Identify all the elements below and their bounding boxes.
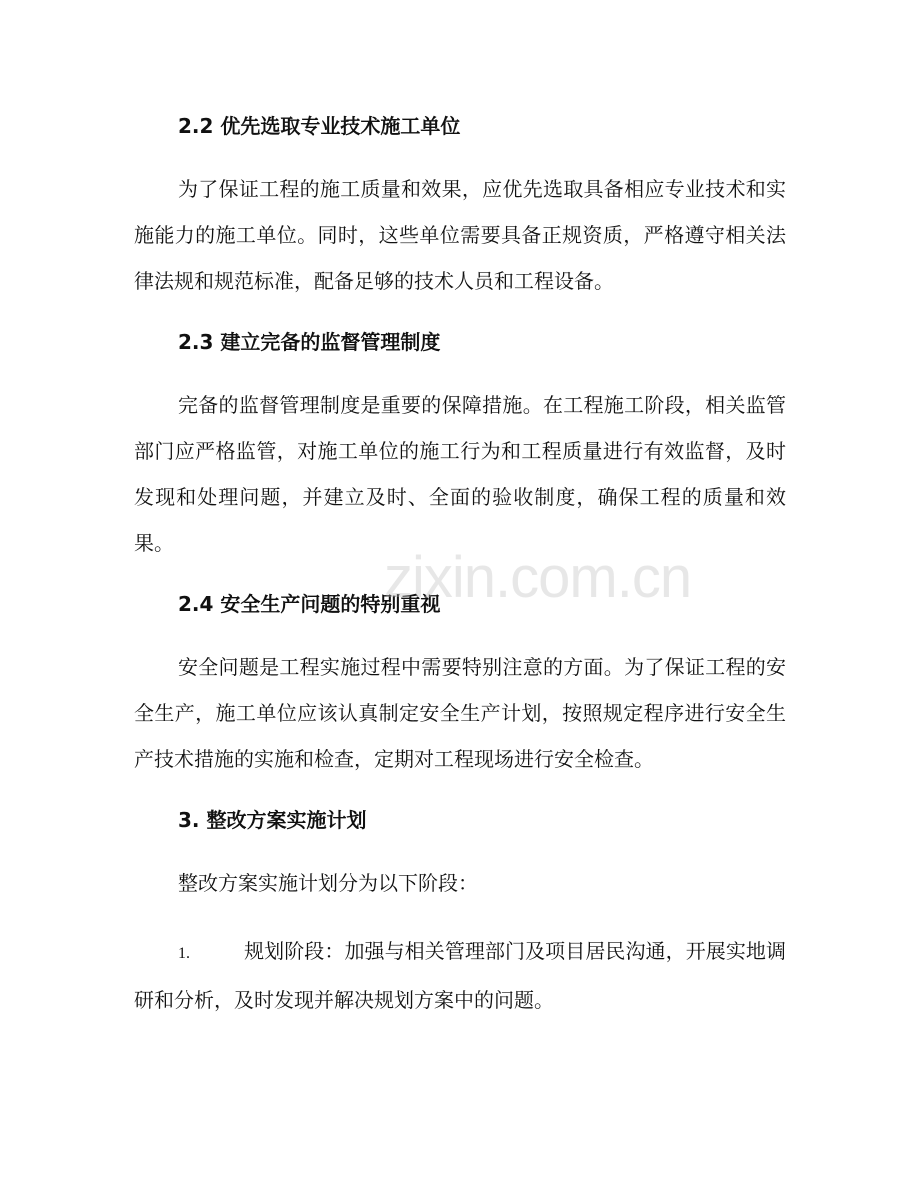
section-paragraph-2-2: 为了保证工程的施工质量和效果，应优先选取具备相应专业技术和实施能力的施工单位。同时，这些单位需要具备正规资质，严格遵守相关法律法规和规范标准，配备足够的技术人员和工程设备。 [134, 177, 786, 293]
section-heading-2-2: 2.2 优先选取专业技术施工单位 [178, 114, 461, 138]
section-heading-3: 3. 整改方案实施计划 [178, 808, 367, 832]
section-heading-2-4: 2.4 安全生产问题的特别重视 [178, 592, 441, 616]
list-item [134, 928, 786, 1023]
watermark: zixin.com.cn [384, 545, 692, 610]
section-paragraph-3: 整改方案实施计划分为以下阶段： [178, 871, 478, 895]
list-text: 规划阶段：加强与相关管理部门及项目居民沟通，开展实地调研和分析，及时发现并解决规划方案中的问题。 [134, 939, 786, 1012]
list-number: 1. [178, 945, 190, 962]
section-heading-2-3: 2.3 建立完备的监督管理制度 [178, 330, 441, 354]
section-paragraph-2-3: 完备的监督管理制度是重要的保障措施。在工程施工阶段，相关监管部门应严格监管，对施工单位的施工行为和工程质量进行有效监督，及时发现和处理问题，并建立及时、全面的验收制度，确保工程的质量和效果。 [134, 393, 786, 555]
document-content [134, 110, 786, 1023]
section-paragraph-2-4: 安全问题是工程实施过程中需要特别注意的方面。为了保证工程的安全生产，施工单位应该认真制定安全生产计划，按照规定程序进行安全生产技术措施的实施和检查，定期对工程现场进行安全检查。 [134, 655, 786, 771]
